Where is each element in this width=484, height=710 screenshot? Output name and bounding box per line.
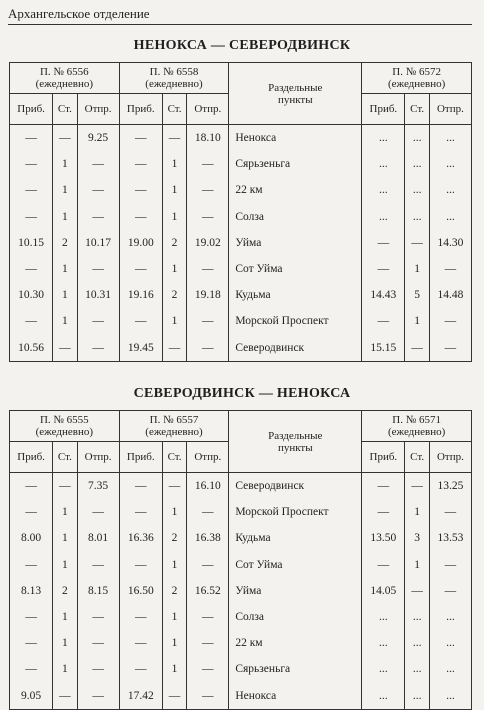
train-number: П. № 6556	[39, 66, 89, 78]
train-number: П. № 6572	[392, 66, 441, 78]
cell-d2: —	[187, 630, 229, 656]
cell-s2: 2	[162, 578, 186, 604]
cell-s2: 1	[162, 151, 186, 177]
station-name: Морской Проспект	[229, 499, 362, 525]
station-name: Сярьзеньга	[229, 656, 362, 682]
cell-a2: 19.45	[119, 335, 162, 362]
train-number: П. № 6557	[149, 414, 199, 426]
cell-s3: 1	[405, 256, 429, 282]
cell-s2: 1	[162, 552, 186, 578]
cell-s2: —	[162, 473, 186, 500]
cell-a3: ...	[362, 151, 405, 177]
cell-s1: 1	[53, 282, 77, 308]
table-row	[10, 151, 472, 177]
cell-d3: 13.53	[429, 525, 471, 551]
cell-a3: —	[362, 230, 405, 256]
cell-d2: —	[187, 552, 229, 578]
col-header-stop: Ст.	[162, 442, 186, 473]
cell-s2: 1	[162, 499, 186, 525]
cell-d1: —	[77, 308, 119, 334]
station-name: 22 км	[229, 630, 362, 656]
cell-a2: —	[119, 151, 162, 177]
train-schedule: (ежедневно)	[35, 426, 93, 438]
cell-d1: —	[77, 204, 119, 230]
cell-d2: 16.52	[187, 578, 229, 604]
cell-d1: —	[77, 683, 119, 710]
cell-a1: —	[10, 151, 53, 177]
cell-a1: —	[10, 656, 53, 682]
cell-a2: —	[119, 125, 162, 152]
table-row	[10, 256, 472, 282]
cell-a1: 8.00	[10, 525, 53, 551]
cell-d1: —	[77, 552, 119, 578]
col-header-stop: Ст.	[53, 442, 77, 473]
timetable-nenoksa-severodvinsk	[9, 62, 472, 362]
cell-s3: ...	[405, 125, 429, 152]
cell-a2: 17.42	[119, 683, 162, 710]
cell-s2: 2	[162, 230, 186, 256]
cell-a3: 14.05	[362, 578, 405, 604]
cell-d3: 14.30	[429, 230, 471, 256]
cell-d1: —	[77, 604, 119, 630]
cell-d1: —	[77, 256, 119, 282]
cell-d1: —	[77, 335, 119, 362]
cell-a3: —	[362, 308, 405, 334]
cell-d3: ...	[429, 151, 471, 177]
cell-d2: —	[187, 256, 229, 282]
table-row	[10, 499, 472, 525]
train-header-1	[10, 63, 120, 94]
col-header-arr: Приб.	[362, 94, 405, 125]
cell-d1: —	[77, 151, 119, 177]
cell-s3: ...	[405, 683, 429, 710]
cell-a1: 10.30	[10, 282, 53, 308]
cell-s2: 1	[162, 604, 186, 630]
cell-s2: 1	[162, 256, 186, 282]
cell-s2: 1	[162, 204, 186, 230]
station-name: Сярьзеньга	[229, 151, 362, 177]
cell-a3: —	[362, 473, 405, 500]
cell-s1: 1	[53, 604, 77, 630]
cell-d2: —	[187, 204, 229, 230]
cell-a3: ...	[362, 125, 405, 152]
cell-d3: —	[429, 335, 471, 362]
station-name: Ненокса	[229, 683, 362, 710]
cell-a2: 16.50	[119, 578, 162, 604]
col-header-dep: Отпр.	[187, 94, 229, 125]
col-header-arr: Приб.	[119, 442, 162, 473]
cell-s1: —	[53, 335, 77, 362]
cell-s3: ...	[405, 630, 429, 656]
table-row	[10, 630, 472, 656]
train-schedule: (ежедневно)	[145, 426, 203, 438]
cell-a1: 8.13	[10, 578, 53, 604]
cell-s3: ...	[405, 204, 429, 230]
train-schedule: (ежедневно)	[387, 78, 446, 90]
table-row	[10, 578, 472, 604]
train-header-3	[362, 63, 472, 94]
cell-a2: —	[119, 256, 162, 282]
table-row	[10, 177, 472, 203]
cell-s1: 2	[53, 230, 77, 256]
col-header-arr: Приб.	[10, 94, 53, 125]
col-header-arr: Приб.	[10, 442, 53, 473]
cell-s2: 1	[162, 177, 186, 203]
train-number: П. № 6571	[392, 414, 441, 426]
cell-a1: —	[10, 473, 53, 500]
train-schedule: (ежедневно)	[145, 78, 203, 90]
cell-d3: —	[429, 256, 471, 282]
col-header-stop: Ст.	[405, 442, 429, 473]
table-row	[10, 473, 472, 500]
cell-s1: 1	[53, 499, 77, 525]
cell-d3: —	[429, 578, 471, 604]
cell-d2: —	[187, 335, 229, 362]
col-header-dep: Отпр.	[77, 442, 119, 473]
cell-a2: —	[119, 604, 162, 630]
table-row	[10, 683, 472, 710]
cell-d1: 7.35	[77, 473, 119, 500]
cell-a1: —	[10, 499, 53, 525]
table-row	[10, 282, 472, 308]
cell-d2: —	[187, 656, 229, 682]
cell-d2: —	[187, 177, 229, 203]
cell-a1: —	[10, 177, 53, 203]
cell-a2: —	[119, 177, 162, 203]
station-name: Уйма	[229, 230, 362, 256]
cell-s2: 1	[162, 630, 186, 656]
table-row	[10, 525, 472, 551]
cell-s1: —	[53, 473, 77, 500]
cell-a3: —	[362, 256, 405, 282]
station-name: Кудьма	[229, 282, 362, 308]
cell-a2: 16.36	[119, 525, 162, 551]
cell-a1: 9.05	[10, 683, 53, 710]
cell-a1: —	[10, 256, 53, 282]
cell-d1: —	[77, 630, 119, 656]
cell-a1: —	[10, 308, 53, 334]
cell-d3: ...	[429, 630, 471, 656]
cell-d1: 8.15	[77, 578, 119, 604]
stations-header-line-1: Раздельные	[268, 429, 323, 442]
col-header-dep: Отпр.	[429, 94, 471, 125]
cell-d2: 16.38	[187, 525, 229, 551]
cell-d2: —	[187, 308, 229, 334]
cell-d2: —	[187, 604, 229, 630]
cell-d3: ...	[429, 177, 471, 203]
col-header-stop: Ст.	[405, 94, 429, 125]
cell-s1: —	[53, 683, 77, 710]
cell-d3: 14.48	[429, 282, 471, 308]
cell-d3: —	[429, 308, 471, 334]
cell-a2: —	[119, 308, 162, 334]
col-header-dep: Отпр.	[77, 94, 119, 125]
cell-a2: —	[119, 473, 162, 500]
station-name: Уйма	[229, 578, 362, 604]
cell-s3: —	[405, 230, 429, 256]
cell-d3: ...	[429, 656, 471, 682]
cell-s3: 3	[405, 525, 429, 551]
stations-column-header	[229, 411, 362, 473]
col-header-stop: Ст.	[162, 94, 186, 125]
cell-a1: —	[10, 125, 53, 152]
stations-header-line-2: пункты	[277, 441, 313, 454]
cell-s1: —	[53, 125, 77, 152]
cell-s1: 1	[53, 630, 77, 656]
train-header-3	[362, 411, 472, 442]
train-number: П. № 6555	[39, 414, 89, 426]
cell-d3: ...	[429, 604, 471, 630]
cell-a1: —	[10, 204, 53, 230]
cell-a1: —	[10, 552, 53, 578]
station-name: Северодвинск	[229, 335, 362, 362]
station-name: Северодвинск	[229, 473, 362, 500]
col-header-dep: Отпр.	[429, 442, 471, 473]
table-row	[10, 230, 472, 256]
cell-a1: 10.15	[10, 230, 53, 256]
train-schedule: (ежедневно)	[35, 78, 93, 90]
cell-d3: ...	[429, 204, 471, 230]
cell-s2: 1	[162, 308, 186, 334]
cell-s3: ...	[405, 177, 429, 203]
section-title-nenoksa-severodvinsk: НЕНОКСА — СЕВЕРОДВИНСК	[133, 38, 351, 53]
cell-d1: —	[77, 177, 119, 203]
cell-d1: 10.31	[77, 282, 119, 308]
cell-a3: ...	[362, 630, 405, 656]
cell-s1: 1	[53, 525, 77, 551]
cell-s2: —	[162, 335, 186, 362]
cell-s3: 1	[405, 308, 429, 334]
cell-s1: 2	[53, 578, 77, 604]
cell-a1: —	[10, 604, 53, 630]
cell-a2: —	[119, 552, 162, 578]
col-header-stop: Ст.	[53, 94, 77, 125]
station-name: Солза	[229, 604, 362, 630]
cell-d3: 13.25	[429, 473, 471, 500]
cell-a3: 14.43	[362, 282, 405, 308]
cell-s3: ...	[405, 604, 429, 630]
train-header-2	[119, 411, 229, 442]
cell-a2: —	[119, 656, 162, 682]
train-schedule: (ежедневно)	[387, 426, 446, 438]
cell-a3: ...	[362, 177, 405, 203]
cell-d2: 18.10	[187, 125, 229, 152]
cell-a3: 15.15	[362, 335, 405, 362]
train-header-1	[10, 411, 120, 442]
cell-d2: 16.10	[187, 473, 229, 500]
table-row	[10, 204, 472, 230]
cell-d3: —	[429, 552, 471, 578]
cell-s2: 1	[162, 656, 186, 682]
cell-a2: —	[119, 630, 162, 656]
cell-a3: ...	[362, 656, 405, 682]
page-header: Архангельское отделение	[8, 6, 472, 25]
station-name: Сот Уйма	[229, 552, 362, 578]
station-name: 22 км	[229, 177, 362, 203]
cell-d3: —	[429, 499, 471, 525]
table-row	[10, 604, 472, 630]
cell-a2: 19.16	[119, 282, 162, 308]
cell-s3: —	[405, 473, 429, 500]
cell-s3: 1	[405, 552, 429, 578]
cell-d2: —	[187, 683, 229, 710]
cell-s2: 2	[162, 282, 186, 308]
stations-header-line-2: пункты	[277, 93, 313, 106]
cell-s3: —	[405, 578, 429, 604]
station-name: Солза	[229, 204, 362, 230]
cell-d1: 10.17	[77, 230, 119, 256]
cell-s1: 1	[53, 151, 77, 177]
cell-s1: 1	[53, 204, 77, 230]
cell-s3: ...	[405, 151, 429, 177]
cell-a3: ...	[362, 683, 405, 710]
timetable-severodvinsk-nenoksa	[9, 410, 472, 710]
cell-s3: ...	[405, 656, 429, 682]
station-name: Сот Уйма	[229, 256, 362, 282]
cell-a2: —	[119, 204, 162, 230]
cell-s3: 5	[405, 282, 429, 308]
cell-d1: —	[77, 656, 119, 682]
table-row	[10, 308, 472, 334]
cell-a3: ...	[362, 604, 405, 630]
cell-d1: 9.25	[77, 125, 119, 152]
col-header-arr: Приб.	[362, 442, 405, 473]
cell-d2: 19.02	[187, 230, 229, 256]
cell-s2: 2	[162, 525, 186, 551]
cell-d3: ...	[429, 125, 471, 152]
table-row	[10, 335, 472, 362]
cell-a2: —	[119, 499, 162, 525]
cell-a3: —	[362, 552, 405, 578]
cell-a3: —	[362, 499, 405, 525]
train-header-2	[119, 63, 229, 94]
cell-s2: —	[162, 125, 186, 152]
cell-s2: —	[162, 683, 186, 710]
cell-d1: —	[77, 499, 119, 525]
cell-s1: 1	[53, 552, 77, 578]
cell-s1: 1	[53, 308, 77, 334]
station-name: Кудьма	[229, 525, 362, 551]
section-title-severodvinsk-nenoksa: СЕВЕРОДВИНСК — НЕНОКСА	[133, 386, 351, 401]
cell-a1: —	[10, 630, 53, 656]
station-name: Ненокса	[229, 125, 362, 152]
cell-a1: 10.56	[10, 335, 53, 362]
train-number: П. № 6558	[149, 66, 199, 78]
station-name: Морской Проспект	[229, 308, 362, 334]
cell-s1: 1	[53, 256, 77, 282]
cell-d3: ...	[429, 683, 471, 710]
table-row	[10, 552, 472, 578]
stations-header-line-1: Раздельные	[268, 81, 323, 94]
cell-a3: 13.50	[362, 525, 405, 551]
cell-d2: —	[187, 499, 229, 525]
cell-d2: 19.18	[187, 282, 229, 308]
table-row	[10, 125, 472, 152]
cell-d1: 8.01	[77, 525, 119, 551]
cell-s1: 1	[53, 656, 77, 682]
col-header-arr: Приб.	[119, 94, 162, 125]
cell-s3: —	[405, 335, 429, 362]
stations-column-header	[229, 63, 362, 125]
cell-d2: —	[187, 151, 229, 177]
table-row	[10, 656, 472, 682]
cell-a3: ...	[362, 204, 405, 230]
cell-s1: 1	[53, 177, 77, 203]
cell-a2: 19.00	[119, 230, 162, 256]
cell-s3: 1	[405, 499, 429, 525]
col-header-dep: Отпр.	[187, 442, 229, 473]
